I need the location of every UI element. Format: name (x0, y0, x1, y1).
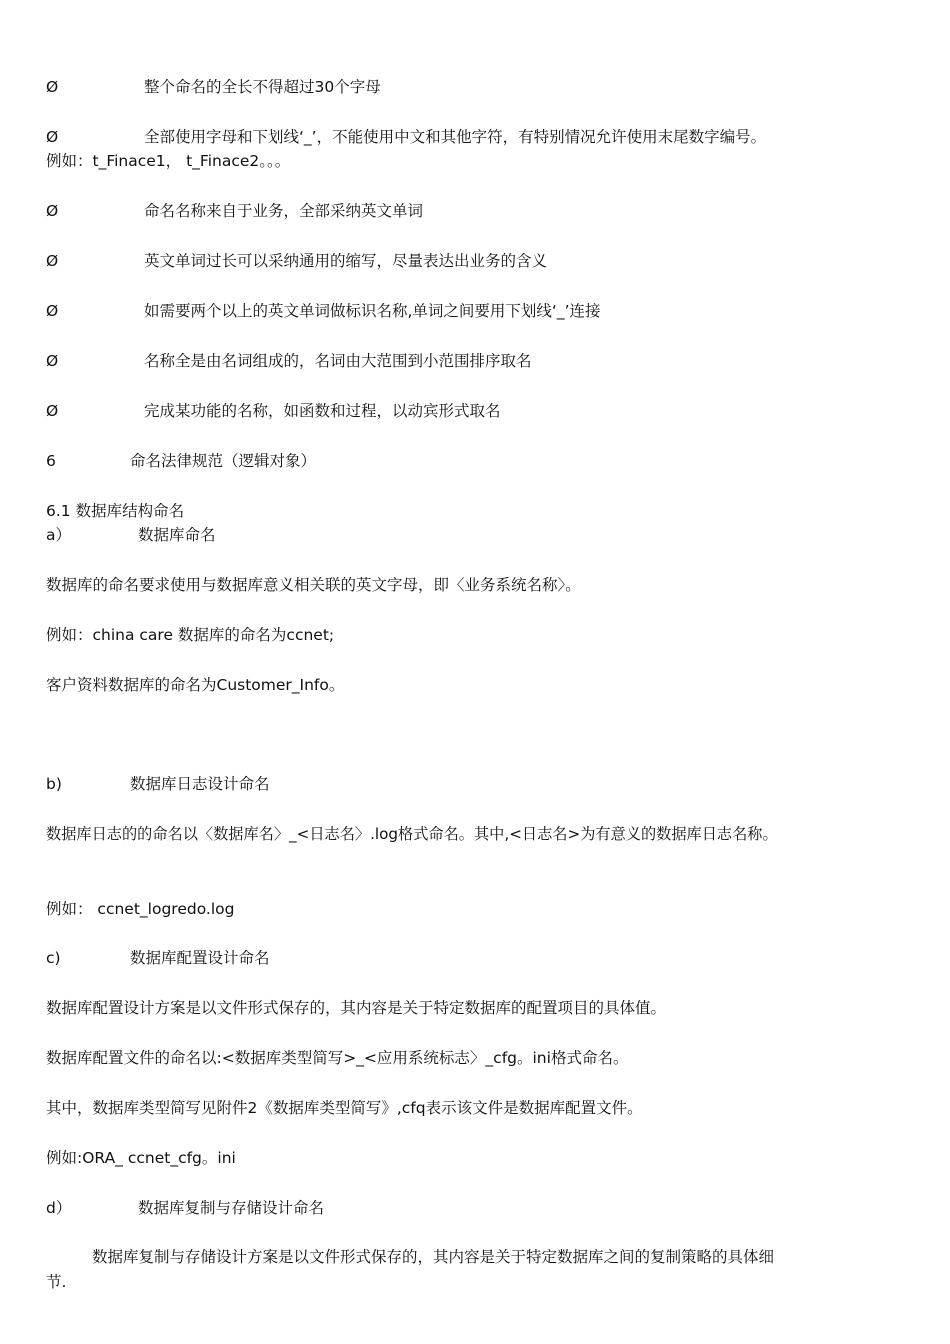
bullet-item (46, 76, 381, 98)
paragraph: 数据库的命名要求使用与数据库意义相关联的英文字母，即〈业务系统名称〉。 (46, 576, 581, 594)
bullet-item (46, 400, 501, 422)
bullet-text: 英文单词过长可以采纳通用的缩写，尽量表达出业务的含义 (144, 252, 548, 270)
bullet-symbol: Ø (46, 128, 59, 146)
bullet-text: 完成某功能的名称，如函数和过程，以动宾形式取名 (144, 402, 501, 420)
bullet-text: 如需要两个以上的英文单词做标识名称,单词之间要用下划线‘_’连接 (144, 302, 601, 320)
item-title: 数据库命名 (138, 526, 216, 544)
bullet-symbol: Ø (46, 352, 59, 370)
bullet-symbol: Ø (46, 302, 59, 320)
bullet-item (46, 250, 547, 272)
item-label: b) (46, 775, 62, 793)
section-title: 命名法律规范（逻辑对象） (130, 452, 317, 470)
item-heading-c (46, 947, 270, 969)
paragraph: 例如：china care 数据库的命名为ccnet; (46, 626, 335, 644)
bullet-text: 整个命名的全长不得超过30个字母 (144, 78, 381, 96)
paragraph: 数据库配置设计方案是以文件形式保存的，其内容是关于特定数据库的配置项目的具体值。 (46, 999, 667, 1017)
paragraph-continuation: 节. (46, 1273, 67, 1291)
item-title: 数据库复制与存储设计命名 (138, 1199, 325, 1217)
item-label: d） (46, 1199, 72, 1217)
subsection-heading: 6.1 数据库结构命名 (46, 502, 185, 520)
item-heading-d (46, 1197, 324, 1219)
item-heading-b (46, 773, 270, 795)
section-number: 6 (46, 452, 56, 470)
bullet-text: 全部使用字母和下划线‘_’，不能使用中文和其他字符，有特别情况允许使用末尾数字编号。 (144, 128, 767, 146)
paragraph: 数据库日志的的命名以〈数据库名〉_<日志名〉.log格式命名。其中,<日志名>为有意义的数据库日志名称。 (46, 825, 778, 843)
item-heading-a (46, 524, 216, 546)
paragraph: 数据库配置文件的命名以:<数据库类型简写>_<应用系统标志〉_cfg。ini格式命名。 (46, 1049, 629, 1067)
item-label: c) (46, 949, 61, 967)
bullet-symbol: Ø (46, 202, 59, 220)
bullet-text: 名称全是由名词组成的，名词由大范围到小范围排序取名 (144, 352, 532, 370)
paragraph: 客户资料数据库的命名为Customer_Info。 (46, 676, 345, 694)
bullet-symbol: Ø (46, 78, 59, 96)
bullet-symbol: Ø (46, 402, 59, 420)
paragraph: 其中，数据库类型简写见附件2《数据库类型简写》,cfq表示该文件是数据库配置文件。 (46, 1099, 643, 1117)
item-title: 数据库日志设计命名 (130, 775, 270, 793)
bullet-text: 命名名称来自于业务，全部采纳英文单词 (144, 202, 424, 220)
section-heading (46, 450, 316, 472)
bullet-continuation: 例如：t_Finace1， t_Finace2。。。 (46, 152, 291, 170)
bullet-item (46, 300, 601, 322)
bullet-symbol: Ø (46, 252, 59, 270)
item-label: a） (46, 526, 71, 544)
bullet-item (46, 350, 532, 372)
bullet-item (46, 126, 766, 148)
item-title: 数据库配置设计命名 (130, 949, 270, 967)
paragraph: 例如： ccnet_logredo.log (46, 900, 235, 918)
paragraph: 数据库复制与存储设计方案是以文件形式保存的，其内容是关于特定数据库之间的复制策略的具体细 (92, 1248, 775, 1266)
bullet-item (46, 200, 423, 222)
paragraph: 例如:ORA_ ccnet_cfg。ini (46, 1149, 236, 1167)
